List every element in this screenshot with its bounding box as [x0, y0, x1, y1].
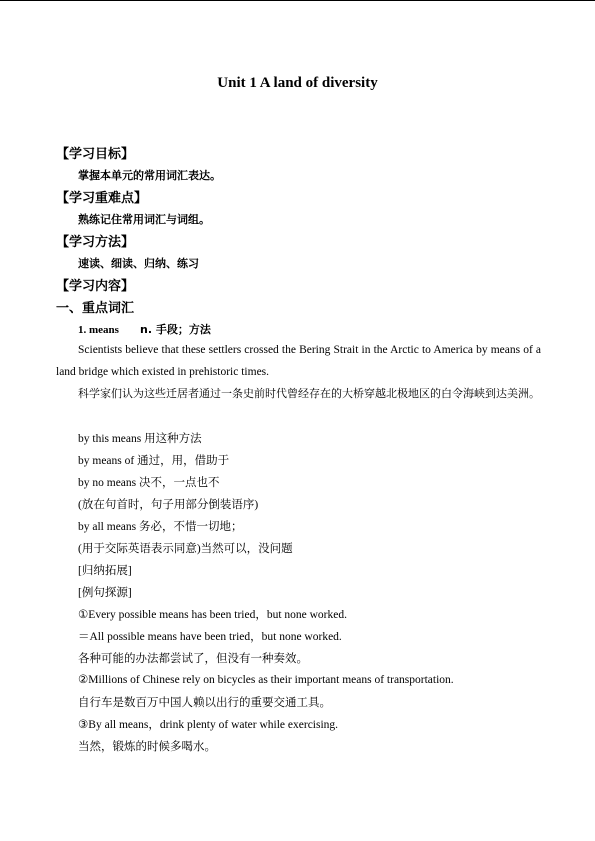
entry-meaning: n. 手段；方法: [140, 323, 211, 336]
phrase-line: by this means 用这种方法: [78, 433, 202, 445]
methods-heading: 【学习方法】: [56, 235, 135, 250]
example-english-paragraph: Scientists believe that these settlers crossed the Bering Strait in the Arctic to America by means of a land bridge which existed in prehistoric times.: [56, 344, 541, 378]
phrase-line: by no means 决不，一点也不: [78, 477, 220, 489]
example-sentence: ①Every possible means has been tried，but none worked.: [78, 609, 347, 621]
example-sentence: ＝All possible means have been tried，but none worked.: [78, 631, 342, 643]
phrase-note: (放在句首时，句子用部分倒装语序): [78, 499, 259, 511]
example-translation: 自行车是数百万中国人赖以出行的重要交通工具。: [78, 697, 331, 709]
key-points-text: 熟练记住常用词汇与词组。: [78, 213, 210, 226]
top-rule: [0, 0, 595, 1]
objective-text: 掌握本单元的常用词汇表达。: [78, 169, 221, 182]
example-sentence: ②Millions of Chinese rely on bicycles as their important means of transportation.: [78, 674, 454, 686]
entry-word: 1. means: [78, 324, 119, 336]
summary-label: [归纳拓展]: [78, 565, 132, 577]
phrase-note: (用于交际英语表示同意)当然可以，没问题: [78, 543, 293, 555]
entry-heading: [78, 321, 211, 337]
example-translation: 当然，锻炼的时候多喝水。: [78, 741, 216, 753]
objective-heading: 【学习目标】: [56, 147, 135, 162]
example-chinese-paragraph: 科学家们认为这些迁居者通过一条史前时代曾经存在的大桥穿越北极地区的白令海峡到达美洲。: [78, 387, 540, 400]
examples-label: [例句探源]: [78, 587, 132, 599]
methods-text: 速读、细读、归纳、练习: [78, 257, 199, 270]
content-heading: 【学习内容】: [56, 279, 135, 294]
example-sentence: ③By all means，drink plenty of water while exercising.: [78, 719, 339, 731]
phrase-line: by all means 务必，不惜一切地；: [78, 521, 243, 533]
document-title: Unit 1 A land of diversity: [217, 75, 378, 91]
example-translation: 各种可能的办法都尝试了，但没有一种奏效。: [78, 653, 308, 665]
vocab-heading: 一、重点词汇: [56, 301, 135, 316]
key-points-heading: 【学习重难点】: [56, 191, 148, 206]
phrase-line: by means of 通过，用，借助于: [78, 455, 230, 467]
